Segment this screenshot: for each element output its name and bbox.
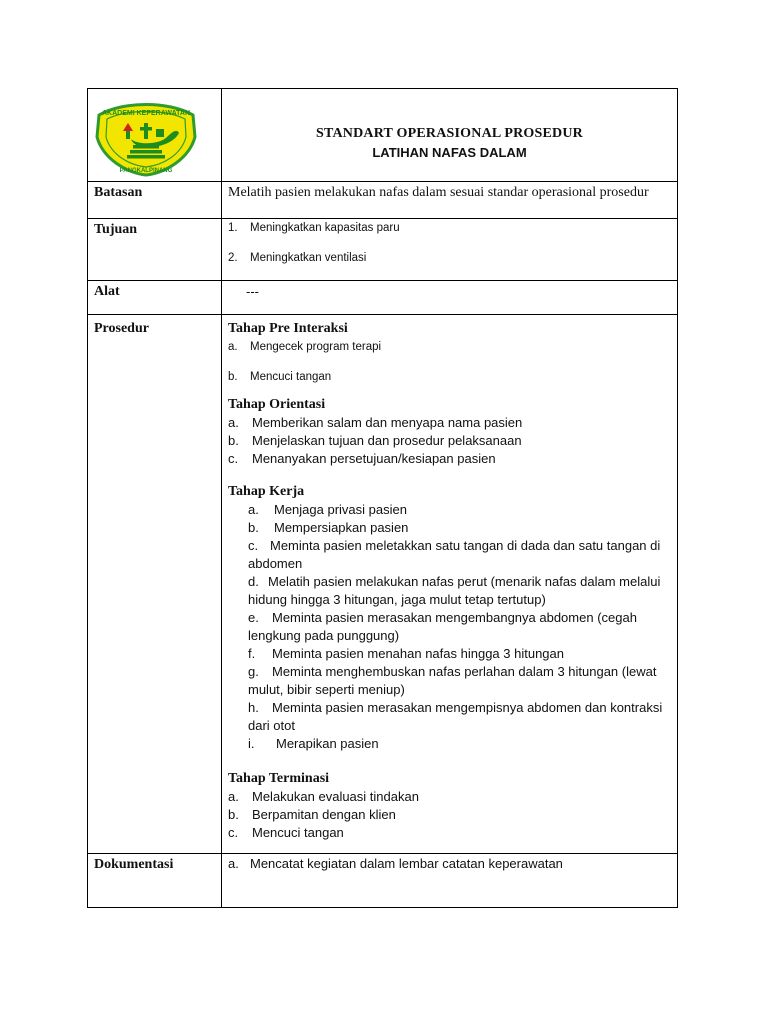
list-item: a. Mengecek program terapi	[228, 341, 382, 353]
alat-row	[88, 281, 678, 315]
batasan-text: Melatih pasien melakukan nafas dalam sesuai standar operasional prosedur	[228, 185, 649, 200]
stage-pre-interaksi: Tahap Pre Interaksi	[228, 321, 348, 336]
tujuan-label: Tujuan	[94, 222, 138, 237]
stage-terminasi: Tahap Terminasi	[228, 771, 330, 786]
dokumentasi-label: Dokumentasi	[94, 857, 174, 872]
list-item: d. Melatih pasien melakukan nafas perut (menarik nafas dalam melalui hidung hingga 3 hitungan, jaga mulut tetap tertutup)	[248, 574, 661, 607]
list-item: b. Berpamitan dengan klien	[228, 807, 396, 822]
list-item: a. Mencatat kegiatan dalam lembar catatan keperawatan	[228, 856, 563, 871]
list-item: h. Meminta pasien merasakan mengempisnya abdomen dan kontraksi dari otot	[248, 700, 663, 733]
list-item: 2. Meningkatkan ventilasi	[228, 252, 367, 264]
sop-table	[87, 88, 678, 908]
list-item: b. Mempersiapkan pasien	[248, 520, 409, 535]
list-item: b. Mencuci tangan	[228, 371, 332, 383]
list-item: a. Melakukan evaluasi tindakan	[228, 789, 419, 804]
document-title: STANDART OPERASIONAL PROSEDUR	[316, 126, 583, 141]
header-row	[88, 89, 678, 182]
title-cell	[222, 89, 678, 182]
stage-orientasi: Tahap Orientasi	[228, 397, 326, 412]
batasan-label: Batasan	[94, 185, 143, 200]
alat-label: Alat	[94, 284, 120, 299]
batasan-row	[88, 182, 678, 219]
dokumentasi-row	[88, 854, 678, 908]
prosedur-label: Prosedur	[94, 321, 149, 336]
list-item: c. Meminta pasien meletakkan satu tangan di dada dan satu tangan di abdomen	[248, 538, 661, 571]
list-item: f. Meminta pasien menahan nafas hingga 3 hitungan	[248, 646, 564, 661]
logo-cell	[88, 89, 222, 182]
list-item: c. Menanyakan persetujuan/kesiapan pasien	[228, 451, 496, 466]
list-item: i. Merapikan pasien	[248, 736, 379, 751]
logo-text-top: AKADEMI KEPERAWATAN	[101, 110, 191, 117]
logo-text-bottom: PANGKALPINANG	[119, 168, 173, 174]
list-item: b. Menjelaskan tujuan dan prosedur pelaksanaan	[228, 433, 522, 448]
list-item: e. Meminta pasien merasakan mengembangnya abdomen (cegah lengkung pada punggung)	[248, 610, 637, 643]
alat-text: ---	[246, 284, 259, 299]
prosedur-row	[88, 315, 678, 854]
stage-kerja: Tahap Kerja	[228, 484, 305, 499]
tujuan-row	[88, 219, 678, 281]
academy-logo	[93, 93, 199, 177]
document-subtitle: LATIHAN NAFAS DALAM	[372, 145, 527, 160]
list-item: g. Meminta menghembuskan nafas perlahan dalam 3 hitungan (lewat mulut, bibir seperti meniup)	[248, 664, 657, 697]
list-item: 1. Meningkatkan kapasitas paru	[228, 222, 400, 234]
list-item: a. Memberikan salam dan menyapa nama pasien	[228, 415, 523, 430]
list-item: a. Menjaga privasi pasien	[248, 502, 407, 517]
list-item: c. Mencuci tangan	[228, 825, 344, 840]
